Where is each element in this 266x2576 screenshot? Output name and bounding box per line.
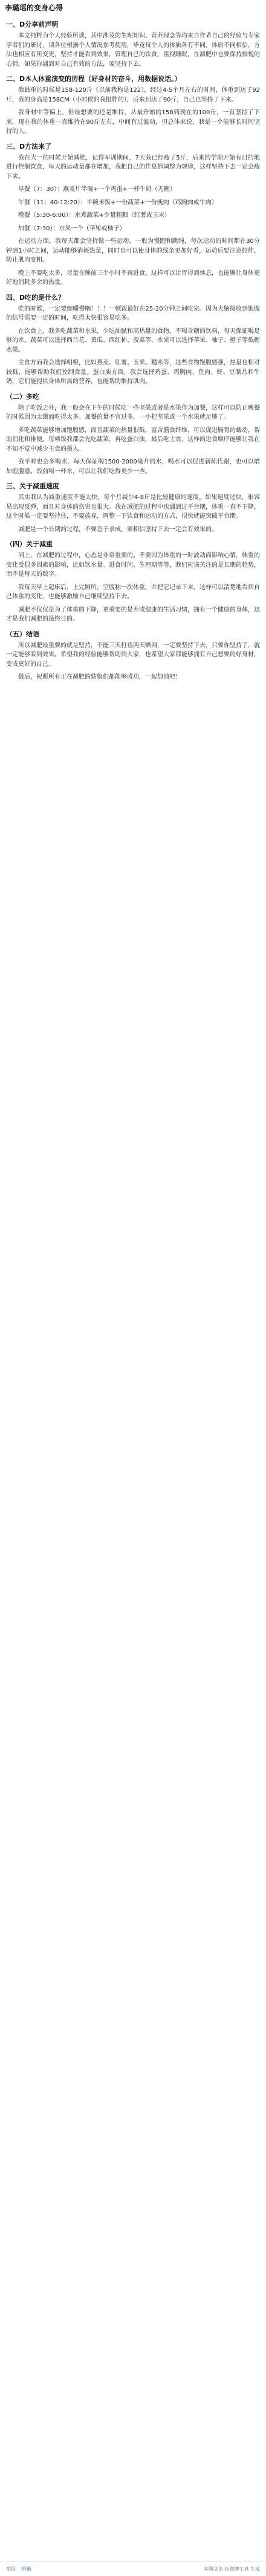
section-paragraph: 我最重的时候是158-120斤（以前我称是122），经过4-5个月左右的时间，体重到达了92斤，我的身高是158CM（小时候的我挺胖的），后来到达了90斤，自己也坚持了下来。 xyxy=(6,87,260,103)
footer-links xyxy=(6,2566,31,2572)
section-5 xyxy=(6,392,260,477)
section-paragraph: 晚上不要吃太多，尽量在睡前三个小时不再进食，这样可以让胃得到休息，也能够让身体更好地消耗多余的热量。 xyxy=(6,270,260,286)
section-paragraph: 多吃蔬菜能够增加饱腹感，而且蔬菜的热量很低，富含膳食纤维，可以促进肠胃的蠕动，帮助消化和排便。每顿饭我都会先吃蔬菜，再吃蛋白质，最后吃主食，这样的进食顺序能够让我在不知不觉中减少主食的摄入。 xyxy=(6,427,260,453)
section-heading: 三、关于减重速度 xyxy=(6,482,59,490)
section-7 xyxy=(6,539,260,624)
section-paragraph: 在饮食上，我多吃蔬菜和水果，少吃油腻和高热量的食物，不喝含糖的饮料，每天保证喝足够的水。蔬菜可以选择西兰花、黄瓜、西红柿、菠菜等，水果可以选择苹果、柚子、橙子等低糖水果。 xyxy=(6,328,260,353)
section-paragraph: 除了吃饭之外，我一般会在下午的时候吃一些坚果或者是水果作为加餐，这样可以防止晚餐的时候因为太饿而吃得太多。加餐的量不宜过多，一小把坚果或一个水果就足够了。 xyxy=(6,404,260,421)
section-8 xyxy=(6,629,260,682)
section-paragraph: 我在大一的时候开始减肥，记得军训期间，7天我已经瘦了5斤，后来的学期开始有目的地进行控制饮食，每天的运动量都在增加，我把自己的作息都调整为规律，这样坚持下去一定会瘦下来。 xyxy=(6,154,260,180)
meal-item: 晚餐（5:30-6:00）：水煮蔬菜+少量粗粮（红薯或玉米） xyxy=(18,212,170,219)
section-paragraph: 同上，在减肥的过程中，心态是非常重要的。不要因为体重的一时波动而影响心情，体重的变化受很多因素的影响，比如饮水量、进食时间、生理期等等，我们应该关注的是长期的趋势，而不是每天的数字。 xyxy=(6,552,260,578)
section-paragraph: 我平时也会多喝水，每天保证喝1500-2000毫升的水，喝水可以促进新陈代谢，也可以增加饱腹感。饭前喝一杯水，可以让我们吃得更少一些。 xyxy=(6,459,260,475)
footer-credit: 本图文由 长微博工具 生成 xyxy=(203,2566,260,2572)
meal-item: 午餐（11：40-12:20）：半碗米饭+一份蔬菜+一份瘦肉（鸡胸肉或牛肉） xyxy=(18,199,218,206)
section-6 xyxy=(6,481,260,534)
section-heading: 一、D分享前声明 xyxy=(6,21,59,28)
section-1 xyxy=(6,19,260,69)
section-paragraph: 吃的时候，一定要细嚼慢咽！！！一顿饭最好在25-20分钟之间吃完。因为大脑接收到饱腹的信号需要一定的时间，吃得太快很容易吃多。 xyxy=(6,305,260,321)
section-2 xyxy=(6,74,260,137)
page-title: 李璐瑶的变身心得 xyxy=(5,4,63,12)
section-paragraph: 主食方面我会选择粗粮，比如燕麦、红薯、玉米、糙米等，这些食物饱腹感强，热量也相对较低，能够帮助我们控制食量。蛋白质方面，我会选择鸡蛋、鸡胸肉、鱼肉、虾、豆制品和牛奶，它们能提供身体所需的营养，也能帮助维持肌肉。 xyxy=(6,360,260,385)
section-paragraph: 我每天早上起床后，上完厕所，空腹称一次体重，并把它记录下来，这样可以清楚地看到自己体重的变化，也能够激励自己继续坚持下去。 xyxy=(6,584,260,600)
section-paragraph: 减肥不仅仅是为了体重的下降，更重要的是养成健康的生活习惯，拥有一个健康的身体，这才是我们减肥的最终目的。 xyxy=(6,606,260,622)
section-heading: （二）多吃 xyxy=(6,392,39,401)
block-link[interactable]: 屏蔽 xyxy=(22,2566,31,2572)
section-heading: （四）关于减重 xyxy=(6,540,53,548)
meal-item: 早餐（7：30）：燕麦片半碗+一个鸡蛋+一杯牛奶（无糖） xyxy=(18,186,176,193)
section-heading: 二、D本人体重演变的历程（好身材的奋斗，用数据说话。） xyxy=(6,75,181,83)
footer xyxy=(0,2561,266,2576)
article-content xyxy=(0,15,266,686)
section-3 xyxy=(6,141,260,288)
section-paragraph: 减肥是一个长期的过程，不要急于求成，要相信坚持下去一定会有效果的。 xyxy=(18,526,218,533)
section-heading: 三、D方法来了 xyxy=(6,142,52,150)
section-heading: 四、D吃的是什么？ xyxy=(6,293,65,302)
section-paragraph: 所以减肥最重要的就是坚持，不能三天打鱼两天晒网，一定要坚持下去，只要你坚持了，就一定能够看到效果。希望我的经验能够帮助到大家，也希望大家都能够拥有自己想要的好身材，变成更好的自己。 xyxy=(6,642,260,668)
section-paragraph: 在运动方面，我每天都会坚持做一些运动，一般为慢跑和跳绳，每次运动的时间都在30分钟到1小时之间，运动能够消耗热量，同时也可以使身体的线条更加好看，运动后要注意拉伸，防止肌肉变粗。 xyxy=(6,238,260,263)
section-paragraph: 最后，祝愿所有正在减肥的姑娘们都能够成功，一起加油吧！ xyxy=(18,674,181,680)
section-paragraph: 本文纯粹为个人经验所谈，其中涉及的生理知识、营养理念等均来自作者自己的经验与专家学者们的研讨，请各位根据个人情况参考使用，毕竟每个人的体质各有不同，体质不同相信，方法也相应有所变更，坚持才能看到效果，管理自己的饮食，重视睡眠，在减肥中也要保持愉悦的心情，如果你遇到对自己有效的方法，要坚持下去。 xyxy=(6,33,260,68)
section-4 xyxy=(6,292,260,387)
section-paragraph: 我身材中等偏上，但最想要的还是维持，从最开始的158到现在的100斤，一直坚持了下来。现在我的体重一直维持在90斤左右，中间有过波动，但总体来说，我是一个能够长时间坚持的人。 xyxy=(6,109,260,135)
meal-item: 加餐（7:30）：水果一个（苹果或柚子） xyxy=(18,225,126,232)
section-heading: （五）结语 xyxy=(6,630,39,638)
report-link[interactable]: 举报 xyxy=(6,2566,16,2572)
section-paragraph: 其实我认为减重速度不能太快，每个月减少4-8斤是比较健康的速度。如果速度过快，很容易出现反弹，而且对身体的伤害也很大。我在减肥的过程中也遇到过平台期，体重一直不下降，这个时候一定要坚持住，不要放弃，调整一下饮食和运动的方式，很快就能突破平台期。 xyxy=(6,494,260,520)
